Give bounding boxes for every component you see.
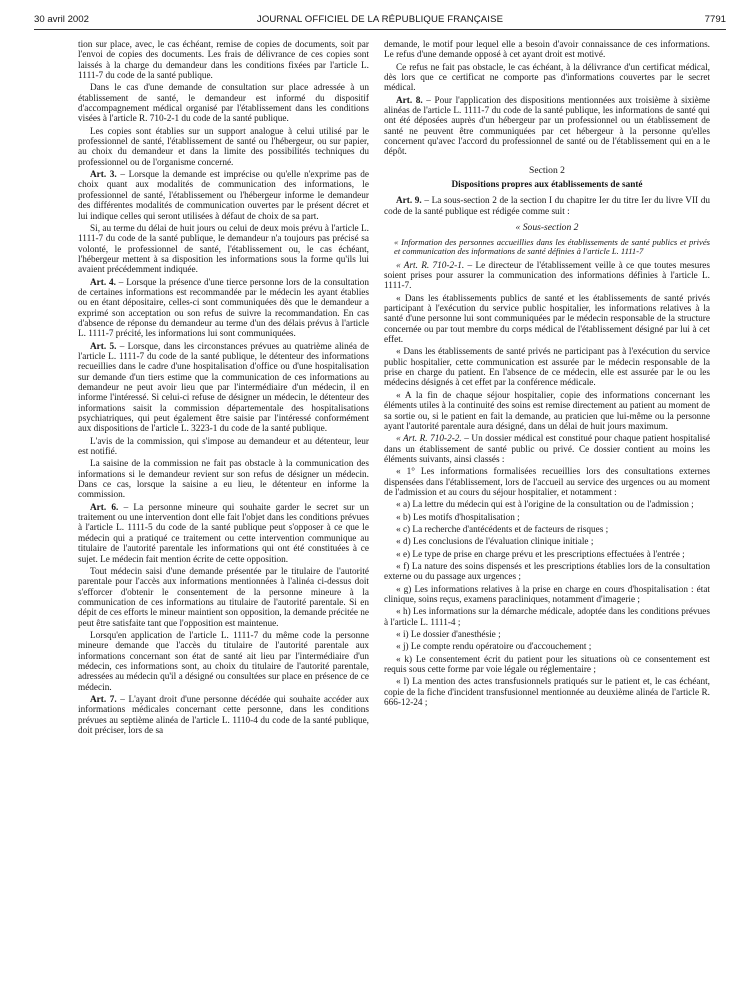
- list-item: « h) Les informations sur la démarche médicale, adoptée dans les conditions prévues à l'article L. 1111-4 ;: [384, 607, 710, 628]
- paragraph: « Dans les établissements de santé privés ne participant pas à l'exécution du service public hospitalier, cette communication est assurée par le médecin responsable de la prise en charge du patient. En l'absence de ce médecin, elle est assurée par le ou les médecins désignés à cet effet par la conférence médicale.: [384, 347, 710, 389]
- item-list: [384, 500, 710, 708]
- paragraph: « 1° Les informations formalisées recueillies lors des consultations externes dispensées dans l'établissement, lors de l'accueil au service des urgences ou au moment de l'admission et au cours du séjour hospitalier, et notamment :: [384, 467, 710, 498]
- list-item: « f) La nature des soins dispensés et les prescriptions établies lors de la consultation externe ou du passage aux urgences ;: [384, 561, 710, 583]
- article-label: Art. 3.: [90, 170, 117, 181]
- paragraph: tion sur place, avec, le cas échéant, remise de copies de documents, soit par l'envoi de copies des documents. Les frais de délivrance de ces copies sont laissés à la charge du demandeur dans les conditions fixées par l'article L. 1111-7 du code de la santé publique.: [78, 40, 369, 82]
- page-header: [34, 10, 726, 30]
- left-column: [78, 40, 369, 738]
- article-label: Art. 7.: [90, 694, 117, 705]
- article-8: [384, 96, 710, 158]
- paragraph: « Dans les établissements publics de santé et les établissements de santé privés participant à l'exécution du service public hospitalier, les informations relatives à la santé d'une personne lui sont communiquées par le médecin responsable de la structure concernée ou par tout membre du corps médical de l'établissement désigné par lui à cet effet.: [384, 293, 710, 346]
- paragraph: Tout médecin saisi d'une demande présentée par le titulaire de l'autorité parentale pour l'accès aux informations mentionnées à l'alinéa ci-dessus doit s'efforcer d'obtenir le consentement de la personne mineure à la communication de ces informations au titulaire de l'autorité parentale. Si en dépit de ces efforts le mineur maintient son opposition, la demande précitée ne peut être satisfaite tant que l'opposition est maintenue.: [78, 566, 369, 629]
- paragraph: demande, le motif pour lequel elle a besoin d'avoir connaissance de ces informations. Le refus d'une demande opposé à cet ayant droit est motivé.: [384, 40, 710, 61]
- right-column: [384, 40, 710, 710]
- paragraph: Lorsqu'en application de l'article L. 1111-7 du même code la personne mineure demande que l'accès du titulaire de l'autorité parentale aux informations concernant son état de santé ait lieu par l'intermédiaire d'un médecin, ces informations sont, au choix du titulaire de l'autorité parentale, adressées au médecin qu'il a désigné ou consultées sur place en présence de ce médecin.: [78, 630, 369, 693]
- article-label: « Art. R. 710-2-2.: [396, 434, 462, 445]
- section-heading: Section 2: [529, 164, 565, 176]
- article-4: [78, 278, 369, 340]
- article-7: [78, 695, 369, 736]
- list-item: « l) La mention des actes transfusionnels pratiqués sur le patient et, le cas échéant, copie de la fiche d'incident transfusionnel mentionnée au deuxième alinéa de l'article R. 666-12-24 ;: [384, 677, 710, 709]
- page-number: 7791: [704, 14, 726, 25]
- subsection-heading: « Sous-section 2: [515, 222, 579, 234]
- article-text: – Un dossier médical est constitué pour chaque patient hospitalisé dans un établissement de santé public ou privé. Ce dossier contient au moins les éléments suivants, ainsi classés :: [384, 434, 711, 465]
- article-text: – La personne mineure qui souhaite garder le secret sur un traitement ou une intervention dont elle fait l'objet dans les conditions prévues à l'article L. 1111-5 du code de la santé publique peut s'opposer à ce que le médecin qui a pratiqué ce traitement ou cette intervention communique au titulaire de l'autorité parentale les informations qui ont été constituées à ce sujet. Le médecin fait mention écrite de cette opposition.: [78, 502, 369, 565]
- header-date: 30 avril 2002: [34, 14, 89, 25]
- list-item: « a) La lettre du médecin qui est à l'origine de la consultation ou de l'admission ;: [396, 500, 694, 511]
- header-title: JOURNAL OFFICIEL DE LA RÉPUBLIQUE FRANÇAISE: [256, 14, 504, 25]
- list-item: « b) Les motifs d'hospitalisation ;: [396, 512, 520, 523]
- article-9: [384, 196, 710, 217]
- list-item: « g) Les informations relatives à la prise en charge en cours d'hospitalisation : état clinique, soins reçus, examens paracliniques, notamment d'imagerie ;: [384, 584, 710, 605]
- section-title: Dispositions propres aux établissements de santé: [451, 180, 643, 191]
- paragraph: « A la fin de chaque séjour hospitalier, copie des informations concernant les éléments utiles à la continuité des soins est remise directement au patient au moment de sa sortie ou, si le patient en fait la demande, au praticien que lui-même ou la personne ayant l'autorité parentale aura désigné, dans un délai de huit jours maximum.: [384, 390, 710, 432]
- article-label: Art. 4.: [90, 277, 116, 288]
- paragraph: Si, au terme du délai de huit jours ou celui de deux mois prévu à l'article L. 1111-7 du code de la santé publique, le demandeur n'a toujours pas précisé sa volonté, le professionnel de santé, l'établissement ou, le cas échéant, l'hébergeur mettent à sa disposition les informations sous la forme qu'ils lui avaient précédemment indiquée.: [78, 223, 369, 276]
- header-rule: [34, 29, 726, 30]
- list-item: « k) Le consentement écrit du patient pour les situations où ce consentement est requis sous cette forme par voie légale ou réglementaire ;: [384, 654, 710, 676]
- article-label: Art. 8.: [396, 95, 423, 106]
- list-item: « j) Le compte rendu opératoire ou d'accouchement ;: [396, 642, 592, 653]
- list-item: « i) Le dossier d'anesthésie ;: [396, 630, 501, 641]
- article-6: [78, 503, 369, 565]
- article-5: [78, 342, 369, 435]
- subsection-title: « Information des personnes accueillies dans les établissements de santé publics et privés et communication des informations de santé définies à l'article L. 1111-7: [394, 236, 710, 257]
- article-r-710-2-1: [384, 261, 710, 292]
- article-text: – Lorsque, dans les circonstances prévues au quatrième alinéa de l'article L. 1111-7 du code de la santé publique, le détenteur des informations recueillies dans le cadre d'une hospitalisation d'office ou d'une hospitalisation sur demande d'un tiers estime que la communication de ces informations au demandeur ne peut avoir lieu que par l'intermédiaire d'un médecin, il en informe l'intéressé. Si celui-ci refuse de désigner un médecin, le détenteur des informations saisit la commission départementale des hospitalisations psychiatriques, qui peut également être saisie par l'intéressé conformément aux dispositions de l'article L. 3223-1 du code de la santé publique.: [78, 341, 369, 435]
- article-label: « Art. R. 710-2-1.: [396, 260, 465, 271]
- list-item: « e) Le type de prise en charge prévu et les prescriptions effectuées à l'entrée ;: [396, 549, 685, 560]
- paragraph: Dans le cas d'une demande de consultation sur place adressée à un établissement de santé, le demandeur est informé du dispositif d'accompagnement médical organisé par l'établissement dans les conditions visées à l'article R. 710-2-1 du code de la santé publique.: [78, 83, 369, 125]
- article-text: – La sous-section 2 de la section I du chapitre Ier du titre Ier du livre VII du code de la santé publique est rédigée comme suit :: [384, 196, 710, 217]
- paragraph: L'avis de la commission, qui s'impose au demandeur et au détenteur, leur est notifié.: [78, 436, 369, 458]
- article-text: – Lorsque la présence d'une tierce personne lors de la consultation de certaines informations est recommandée par le médecin les ayant établies ou en étant dépositaire, celles-ci sont communiquées dès que le demandeur a exprimé son acceptation ou son refus de suivre la recommandation. En cas d'absence de réponse du demandeur au terme d'un des délais prévus à l'article L. 1111-7 précité, les informations lui sont communiquées.: [78, 277, 369, 340]
- list-item: « d) Les conclusions de l'évaluation clinique initiale ;: [396, 537, 594, 548]
- paragraph: La saisine de la commission ne fait pas obstacle à la communication des informations si le demandeur revient sur son refus de désigner un médecin. Dans ce cas, lorsque la saisine a eu lieu, le détenteur en informe la commission.: [78, 459, 369, 501]
- article-text: – L'ayant droit d'une personne décédée qui souhaite accéder aux informations médicales concernant cette personne, dans les conditions prévues au septième alinéa de l'article L. 1110-4 du code de la santé publique, doit préciser, lors de sa: [78, 694, 369, 736]
- article-label: Art. 6.: [90, 502, 119, 513]
- article-3: [78, 170, 369, 222]
- article-r-710-2-2: [384, 434, 710, 465]
- article-text: – Le directeur de l'établissement veille à ce que toutes mesures soient prises pour assurer la communication des informations définies à l'article L. 1111-7.: [384, 260, 711, 292]
- paragraph: Les copies sont établies sur un support analogue à celui utilisé par le professionnel de santé, l'établissement de santé ou l'hébergeur, ou sur papier, au choix du demandeur et dans la limite des possibilités techniques du professionnel ou de l'organisme concerné.: [78, 126, 369, 168]
- article-label: Art. 9.: [396, 196, 422, 207]
- article-text: – Pour l'application des dispositions mentionnées aux troisième à sixième alinéas de l'article L. 1111-7 du code de la santé publique, les informations de santé qui ont été déposées auprès d'un hébergeur par un professionnel ou un établissement de santé ne peuvent être communiquées par cet hébergeur à la personne qu'elles concernent qu'avec l'accord du professionnel de santé ou de l'établissement qui en a le dépôt.: [384, 95, 710, 158]
- article-label: Art. 5.: [90, 341, 117, 352]
- paragraph: Ce refus ne fait pas obstacle, le cas échéant, à la délivrance d'un certificat médical, dès lors que ce certificat ne comporte pas d'informations couvertes par le secret médical.: [384, 62, 710, 94]
- article-text: – Lorsque la demande est imprécise ou qu'elle n'exprime pas de choix quant aux modalités de communication des informations, le professionnel de santé, l'établissement ou l'hébergeur informe le demandeur des différentes modalités de communication ouvertes par le présent décret et lui indique celles qui seront utilisées à défaut de choix de sa part.: [78, 170, 369, 222]
- list-item: « c) La recherche d'antécédents et de facteurs de risques ;: [396, 524, 609, 535]
